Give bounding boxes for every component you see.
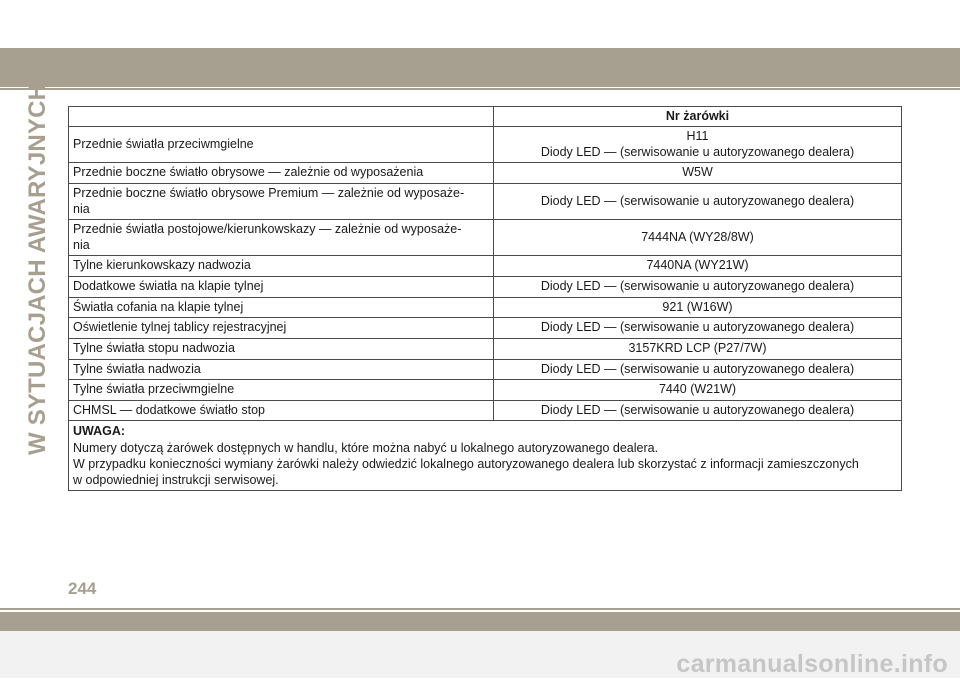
table-row: [69, 338, 902, 359]
bulb-line: H11: [686, 129, 709, 143]
header-band: [0, 48, 960, 87]
lamp-name: Przednie światła przeciwmgielne: [69, 127, 494, 163]
bulb-number: Diody LED — (serwisowanie u autoryzowanego dealera): [494, 400, 902, 421]
lamp-name: Przednie boczne światło obrysowe — zależnie od wyposażenia: [69, 163, 494, 184]
table-row: [69, 220, 902, 256]
footer-rule: [0, 608, 960, 610]
section-title: W SYTUACJACH AWARYJNYCH: [24, 82, 51, 455]
table-row: [69, 183, 902, 219]
header-rule: [0, 88, 960, 90]
lamp-name: Dodatkowe światła na klapie tylnej: [69, 277, 494, 298]
bulb-number: 921 (W16W): [494, 297, 902, 318]
bulb-number: 7444NA (WY28/8W): [494, 220, 902, 256]
bulb-table: [68, 106, 902, 491]
watermark: carmanualsonline.info: [676, 650, 948, 678]
lamp-name: Przednie boczne światło obrysowe Premium — zależnie od wyposaże- nia: [69, 183, 494, 219]
table-header-row: [69, 107, 902, 127]
footer-band: [0, 612, 960, 631]
bulb-number: Diody LED — (serwisowanie u autoryzowanego dealera): [494, 318, 902, 339]
table-row: [69, 277, 902, 298]
table-row: [69, 359, 902, 380]
note-line: w odpowiedniej instrukcji serwisowej.: [73, 473, 279, 488]
note-title: UWAGA:: [73, 424, 126, 439]
note-row: [69, 421, 902, 491]
lamp-name: Przednie światła postojowe/kierunkowskazy — zależnie od wyposaże- nia: [69, 220, 494, 256]
bulb-number: Diody LED — (serwisowanie u autoryzowanego dealera): [494, 359, 902, 380]
note-line: W przypadku konieczności wymiany żarówki należy odwiedzić lokalnego autoryzowanego dealera lub skorzystać z informacji zamieszczonych: [73, 456, 859, 471]
lamp-name: CHMSL — dodatkowe światło stop: [69, 400, 494, 421]
table-row: [69, 163, 902, 184]
table-row: [69, 318, 902, 339]
lamp-name: Światła cofania na klapie tylnej: [69, 297, 494, 318]
table-row: [69, 380, 902, 401]
lamp-name: Tylne światła nadwozia: [69, 359, 494, 380]
header-bulb-number: Nr żarówki: [494, 107, 902, 127]
lamp-name: Tylne światła przeciwmgielne: [69, 380, 494, 401]
lamp-name: Oświetlenie tylnej tablicy rejestracyjnej: [69, 318, 494, 339]
bulb-number: Diody LED — (serwisowanie u autoryzowanego dealera): [494, 277, 902, 298]
header-blank-cell: [69, 107, 494, 127]
note-line: Numery dotyczą żarówek dostępnych w handlu, które można nabyć u lokalnego autoryzowanego dealera.: [73, 440, 659, 455]
table-row: [69, 256, 902, 277]
lamp-name: Tylne kierunkowskazy nadwozia: [69, 256, 494, 277]
table-row: [69, 127, 902, 163]
bulb-line: Diody LED — (serwisowanie u autoryzowanego dealera): [540, 144, 855, 159]
lamp-name: Tylne światła stopu nadwozia: [69, 338, 494, 359]
bulb-number: 7440NA (WY21W): [494, 256, 902, 277]
note-cell: [69, 421, 902, 491]
bulb-number: W5W: [494, 163, 902, 184]
bulb-number: [494, 127, 902, 163]
bulb-number: 3157KRD LCP (P27/7W): [494, 338, 902, 359]
bulb-number: 7440 (W21W): [494, 380, 902, 401]
page-number: 244: [68, 579, 97, 598]
table-row: [69, 400, 902, 421]
bulb-number: Diody LED — (serwisowanie u autoryzowanego dealera): [494, 183, 902, 219]
table-row: [69, 297, 902, 318]
